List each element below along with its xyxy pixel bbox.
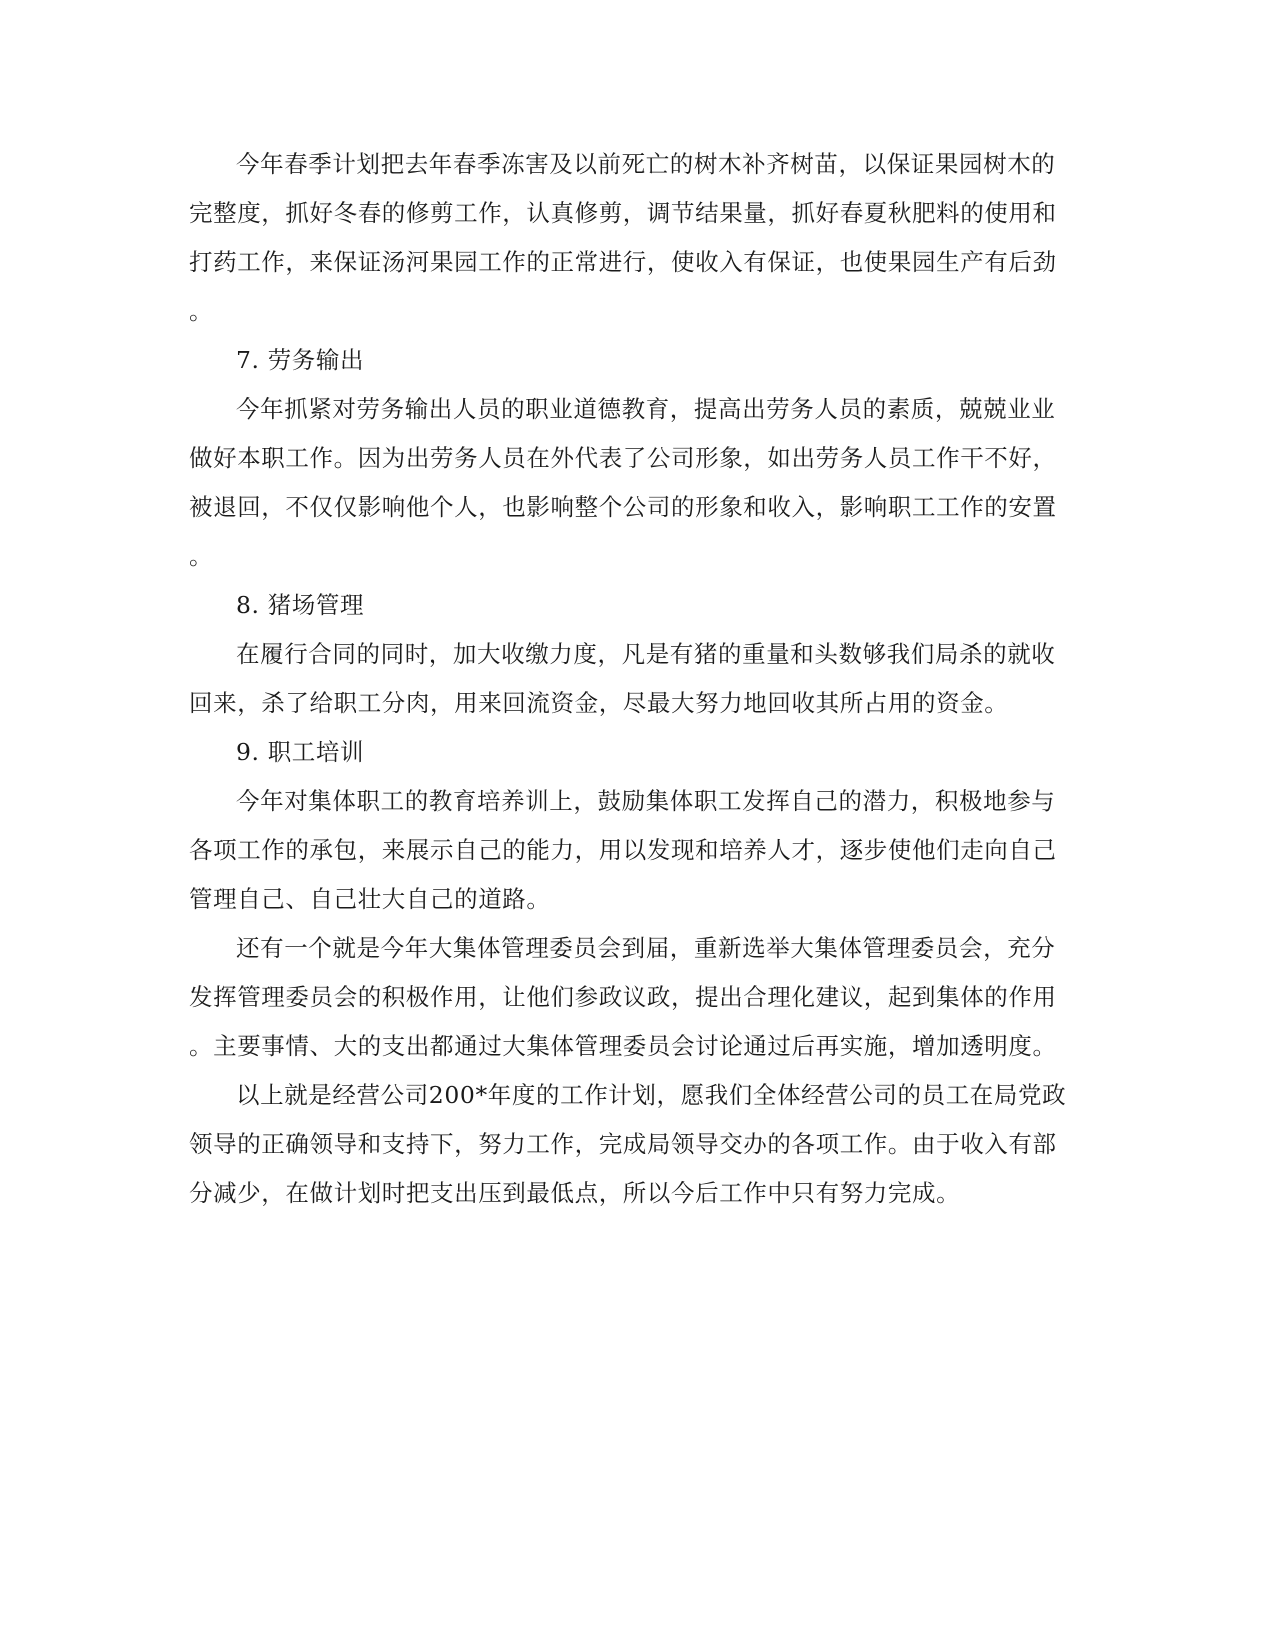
text-line: 管理自己、自己壮大自己的道路。 <box>189 885 551 913</box>
text-line: 领导的正确领导和支持下，努力工作，完成局领导交办的各项工作。由于收入有部 <box>189 1130 1057 1158</box>
text-line: 今年对集体职工的教育培养训上，鼓励集体职工发挥自己的潜力，积极地参与 <box>236 787 1056 815</box>
text-line: 回来，杀了给职工分肉，用来回流资金，尽最大努力地回收其所占用的资金。 <box>189 689 1009 717</box>
text-line: 还有一个就是今年大集体管理委员会到届，重新选举大集体管理委员会，充分 <box>236 934 1056 962</box>
text-line: 发挥管理委员会的积极作用，让他们参政议政，提出合理化建议，起到集体的作用 <box>189 983 1057 1011</box>
section-heading: 7. 劳务输出 <box>236 346 365 374</box>
text-line: 做好本职工作。因为出劳务人员在外代表了公司形象，如出劳务人员工作干不好， <box>189 444 1057 472</box>
text-line: 分减少，在做计划时把支出压到最低点，所以今后工作中只有努力完成。 <box>189 1179 961 1207</box>
text-line: 完整度，抓好冬春的修剪工作，认真修剪，调节结果量，抓好春夏秋肥料的使用和 <box>189 199 1057 227</box>
section-heading: 9. 职工培训 <box>236 738 365 766</box>
text-line: 被退回，不仅仅影响他个人，也影响整个公司的形象和收入，影响职工工作的安置 <box>189 493 1057 521</box>
text-line: 在履行合同的同时，加大收缴力度，凡是有猪的重量和头数够我们局杀的就收 <box>236 640 1056 668</box>
text-line: 以上就是经营公司200*年度的工作计划，愿我们全体经营公司的员工在局党政 <box>236 1081 1067 1109</box>
text-line: 。 <box>189 542 214 570</box>
text-line: 今年春季计划把去年春季冻害及以前死亡的树木补齐树苗，以保证果园树木的 <box>236 150 1056 178</box>
text-line: 打药工作，来保证汤河果园工作的正常进行，使收入有保证，也使果园生产有后劲 <box>189 248 1057 276</box>
text-line: 。主要事情、大的支出都通过大集体管理委员会讨论通过后再实施，增加透明度。 <box>189 1032 1057 1060</box>
text-line: 各项工作的承包，来展示自己的能力，用以发现和培养人才，逐步使他们走向自己 <box>189 836 1057 864</box>
text-line: 今年抓紧对劳务输出人员的职业道德教育，提高出劳务人员的素质，兢兢业业 <box>236 395 1056 423</box>
document-body <box>189 140 1089 1218</box>
text-line: 。 <box>189 297 214 325</box>
section-heading: 8. 猪场管理 <box>236 591 365 619</box>
